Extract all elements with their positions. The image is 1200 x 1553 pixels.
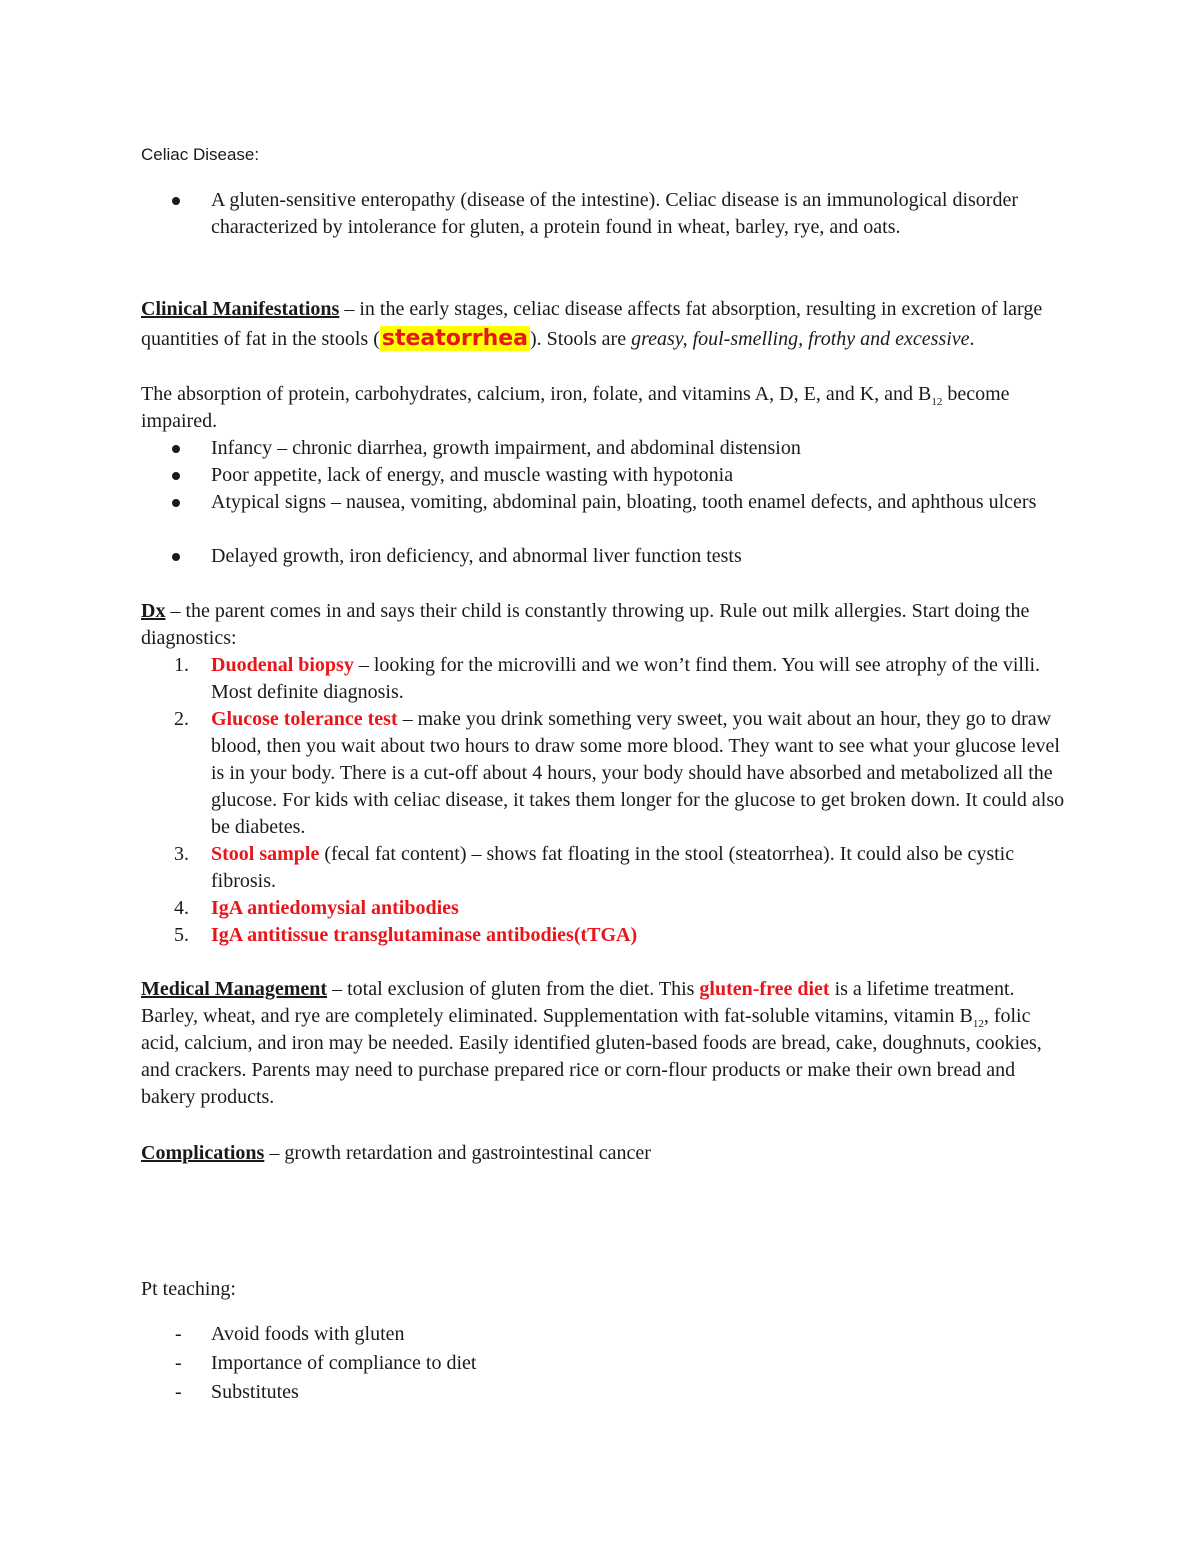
list-item: Stool sample (fecal fat content) – shows fat floating in the stool (steatorrhea). It could also be cystic fibrosis. [211,843,1015,892]
bullet-icon [172,472,180,480]
list-item: IgA antitissue transglutaminase antibodies(tTGA) [211,924,638,946]
dx-paragraph: Dx – the parent comes in and says their child is constantly throwing up. Rule out milk allergies. Start doing the diagnostics: [141,600,1030,649]
list-item: Atypical signs – nausea, vomiting, abdominal pain, bloating, tooth enamel defects, and aphthous ulcers [211,491,1037,513]
list-item: Poor appetite, lack of energy, and muscle wasting with hypotonia [211,464,734,486]
stool-description: greasy, foul-smelling, frothy and excessive [631,328,970,350]
dash-marker: - [175,1381,182,1403]
dash-marker: - [175,1323,182,1345]
list-number: 5. [174,924,189,946]
complications-heading: Complications [141,1142,265,1164]
list-item: Avoid foods with gluten [211,1323,405,1345]
list-item: Importance of compliance to diet [211,1352,477,1374]
steatorrhea-highlight: steatorrhea [381,326,528,351]
list-number: 1. [174,654,189,676]
absorption-paragraph: The absorption of protein, carbohydrates, calcium, iron, folate, and vitamins A, D, E, and K, and $B_{12}$ become impaired. [141,383,1010,432]
list-item: Duodenal biopsy – looking for the microvilli and we won’t find them. You will see atrophy of the villi. Most definite diagnosis. [211,654,1041,703]
list-item: Glucose tolerance test – make you drink something very sweet, you wait about an hour, they go to draw blood, then you wait about two hours to draw some more blood. They want to see what your glucose level is in your body. There is a cut-off about 4 hours, your body should have absorbed and metabolized all the glucose. For kids with celiac disease, it takes them longer for the glucose to get broken down. It could also be diabetes. [211,708,1065,838]
list-number: 3. [174,843,189,865]
intro-text: A gluten-sensitive enteropathy (disease of the intestine). Celiac disease is an immunological disorder characterized by intolerance for gluten, a protein found in wheat, barley, rye, and oats. [211,189,1019,238]
clinical-paragraph: Clinical Manifestations – in the early stages, celiac disease affects fat absorption, resulting in excretion of large quantities of fat in the stools (steatorrhea ). Stools are greasy, foul-smelling, frothy and excessive. [141,298,1043,351]
list-item: Substitutes [211,1381,299,1403]
teaching-heading: Pt teaching: [141,1278,236,1300]
dash-marker: - [175,1352,182,1374]
list-item: Infancy – chronic diarrhea, growth impairment, and abdominal distension [211,437,801,459]
management-paragraph: Medical Management – total exclusion of gluten from the diet. This gluten-free diet is a lifetime treatment. Barley, wheat, and rye are completely eliminated. Supplementation with fat-soluble vitamins, vitamin $B_{12}$, folic acid, calcium, and iron may be needed. Easily identified gluten-based foods are bread, cake, doughnuts, cookies, and crackers. Parents may need to purchase prepared rice or corn-flour products or make their own bread and bakery products. [141,978,1042,1108]
management-heading: Medical Management [141,978,328,1000]
bullet-icon [172,499,180,507]
list-item: Delayed growth, iron deficiency, and abnormal liver function tests [211,545,742,567]
dx-heading: Dx [141,600,166,622]
page-title: Celiac Disease: [141,145,260,164]
list-number: 4. [174,897,189,919]
list-number: 2. [174,708,189,730]
bullet-icon [172,553,180,561]
clinical-heading: Clinical Manifestations [141,298,340,320]
bullet-icon [172,445,180,453]
bullet-icon [172,197,180,205]
complications-paragraph: Complications – growth retardation and gastrointestinal cancer [141,1142,651,1164]
list-item: IgA antiedomysial antibodies [211,897,459,919]
gluten-free-diet: gluten-free diet [699,978,830,1000]
